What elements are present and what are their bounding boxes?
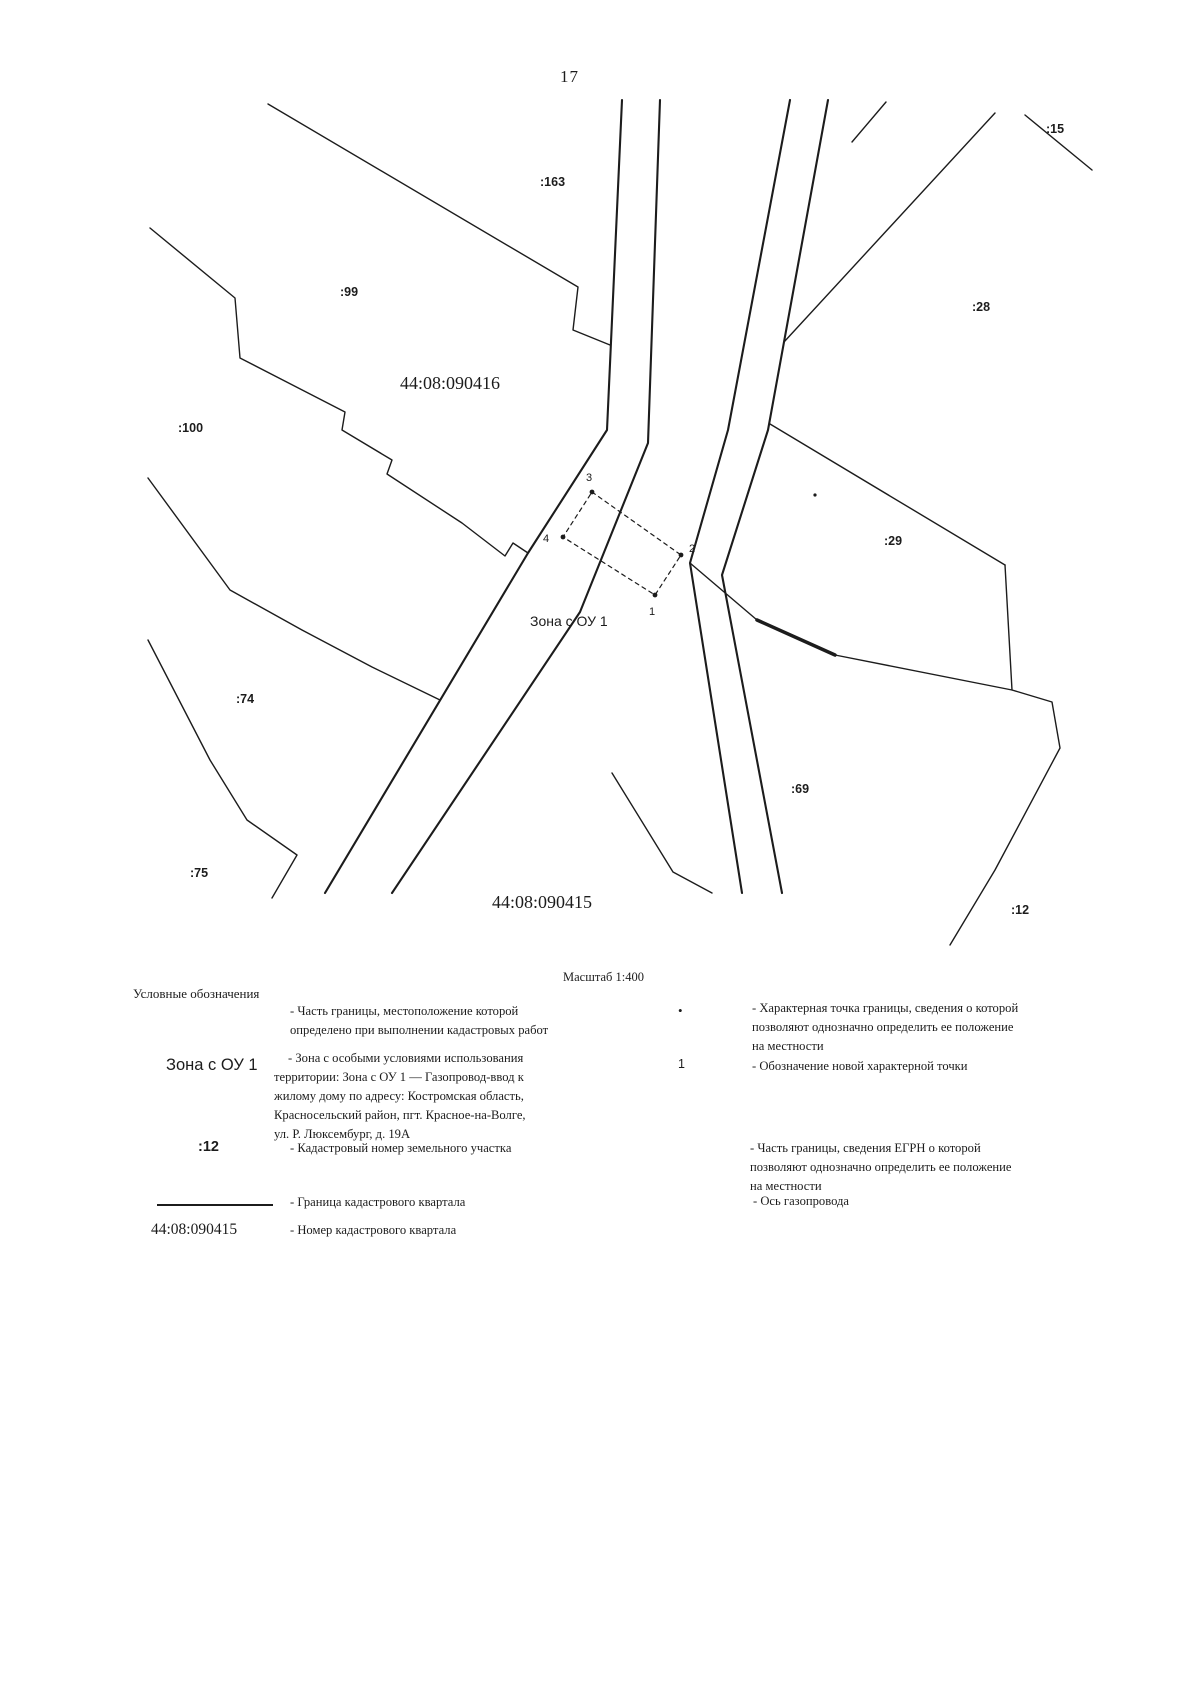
parcel-label-29: :29 bbox=[884, 534, 903, 548]
legend-item-parcel-number bbox=[290, 1139, 511, 1158]
legend-item-quarter-number bbox=[290, 1221, 456, 1240]
surveyed-boundary-segment bbox=[757, 620, 835, 655]
legend-item-quarter-boundary bbox=[290, 1193, 465, 1212]
point-label-3: 3 bbox=[586, 472, 593, 484]
point-label-2: 2 bbox=[689, 543, 696, 555]
legend-text-line: территории: Зона с ОУ 1 — Газопровод-ввод к bbox=[274, 1070, 524, 1084]
parcel-boundary-line bbox=[835, 655, 1012, 690]
boundary-point-dot bbox=[561, 535, 566, 540]
legend-text-line: Красносельский район, пгт. Красное-на-Волге, bbox=[274, 1108, 526, 1122]
boundary-point-dot bbox=[590, 490, 595, 495]
legend-text-line: - Номер кадастрового квартала bbox=[290, 1223, 457, 1237]
parcel-label-100: :100 bbox=[178, 421, 204, 435]
parcel-label-15: :15 bbox=[1046, 122, 1065, 136]
legend-text-line: - Обозначение новой характерной точки bbox=[752, 1059, 968, 1073]
legend-item-surveyed-boundary bbox=[290, 1002, 548, 1040]
point-label-1: 1 bbox=[649, 606, 656, 618]
legend-text-line: - Ось газопровода bbox=[753, 1194, 849, 1208]
point-label-4: 4 bbox=[543, 533, 550, 545]
legend-text-line: на местности bbox=[752, 1039, 824, 1053]
parcel-label-163: :163 bbox=[540, 175, 566, 189]
legend-text-line: позволяют однозначно определить ее положение bbox=[752, 1020, 1014, 1034]
legend-symbol-quarter-number: 44:08:090415 bbox=[151, 1221, 238, 1238]
legend-item-pipeline-axis bbox=[753, 1192, 849, 1211]
legend-text-line: позволяют однозначно определить ее положение bbox=[750, 1160, 1012, 1174]
quarter-boundary-road-line bbox=[392, 100, 660, 893]
legend-item-zone bbox=[274, 1049, 526, 1144]
legend-text-line: - Характерная точка границы, сведения о которой bbox=[752, 1001, 1019, 1015]
legend-text-line: - Часть границы, местоположение которой bbox=[290, 1004, 519, 1018]
parcel-boundary-line bbox=[612, 773, 712, 893]
boundary-point-dot bbox=[653, 593, 658, 598]
legend-title: Условные обозначения bbox=[133, 986, 260, 1001]
parcel-label-12: :12 bbox=[1011, 903, 1030, 917]
quarter-boundary-road-line bbox=[325, 100, 622, 893]
legend-text-line: на местности bbox=[750, 1179, 822, 1193]
legend-symbol-point-dot: • bbox=[678, 1003, 683, 1018]
parcel-label-74: :74 bbox=[236, 692, 255, 706]
quarter-boundary-road-line bbox=[690, 100, 790, 893]
map-speck-dot bbox=[813, 493, 816, 496]
legend-symbol-quarter-boundary-line bbox=[157, 1204, 273, 1206]
parcel-boundary-line bbox=[852, 102, 886, 142]
legend-symbol-new-point: 1 bbox=[678, 1057, 685, 1071]
legend-item-characteristic-point bbox=[752, 999, 1018, 1056]
legend-symbol-parcel-number: :12 bbox=[198, 1139, 219, 1155]
legend-text-line: - Зона с особыми условиями использования bbox=[288, 1051, 524, 1065]
parcel-label-69: :69 bbox=[791, 782, 810, 796]
quarter-boundary-road-line bbox=[722, 100, 828, 893]
parcel-label-75: :75 bbox=[190, 866, 209, 880]
scale-label: Масштаб 1:400 bbox=[563, 970, 644, 984]
parcel-boundary-line bbox=[268, 104, 610, 345]
boundary-point-dot bbox=[679, 553, 684, 558]
parcel-boundary-line bbox=[784, 113, 995, 342]
parcel-boundary-line bbox=[950, 565, 1060, 945]
parcel-label-99: :99 bbox=[340, 285, 359, 299]
legend-text-line: - Граница кадастрового квартала bbox=[290, 1195, 466, 1209]
parcel-boundary-line bbox=[148, 640, 297, 898]
legend-text-line: ул. Р. Люксембург, д. 19А bbox=[274, 1127, 411, 1141]
legend-text-line: определено при выполнении кадастровых работ bbox=[290, 1023, 549, 1037]
quarter-label-090416: 44:08:090416 bbox=[400, 373, 501, 393]
legend-text-line: - Часть границы, сведения ЕГРН о которой bbox=[750, 1141, 981, 1155]
legend-item-egrn-boundary bbox=[750, 1139, 1012, 1196]
zone-label: Зона с ОУ 1 bbox=[530, 613, 608, 629]
quarter-label-090415: 44:08:090415 bbox=[492, 892, 593, 912]
legend-symbol-zone: Зона с ОУ 1 bbox=[166, 1056, 258, 1074]
parcel-boundary-line bbox=[148, 478, 440, 700]
parcel-label-28: :28 bbox=[972, 300, 991, 314]
legend-text-line: - Кадастровый номер земельного участка bbox=[290, 1141, 512, 1155]
page-number: 17 bbox=[560, 67, 579, 86]
legend-item-new-point bbox=[752, 1057, 968, 1076]
legend-text-line: жилому дому по адресу: Костромская область, bbox=[274, 1089, 524, 1103]
